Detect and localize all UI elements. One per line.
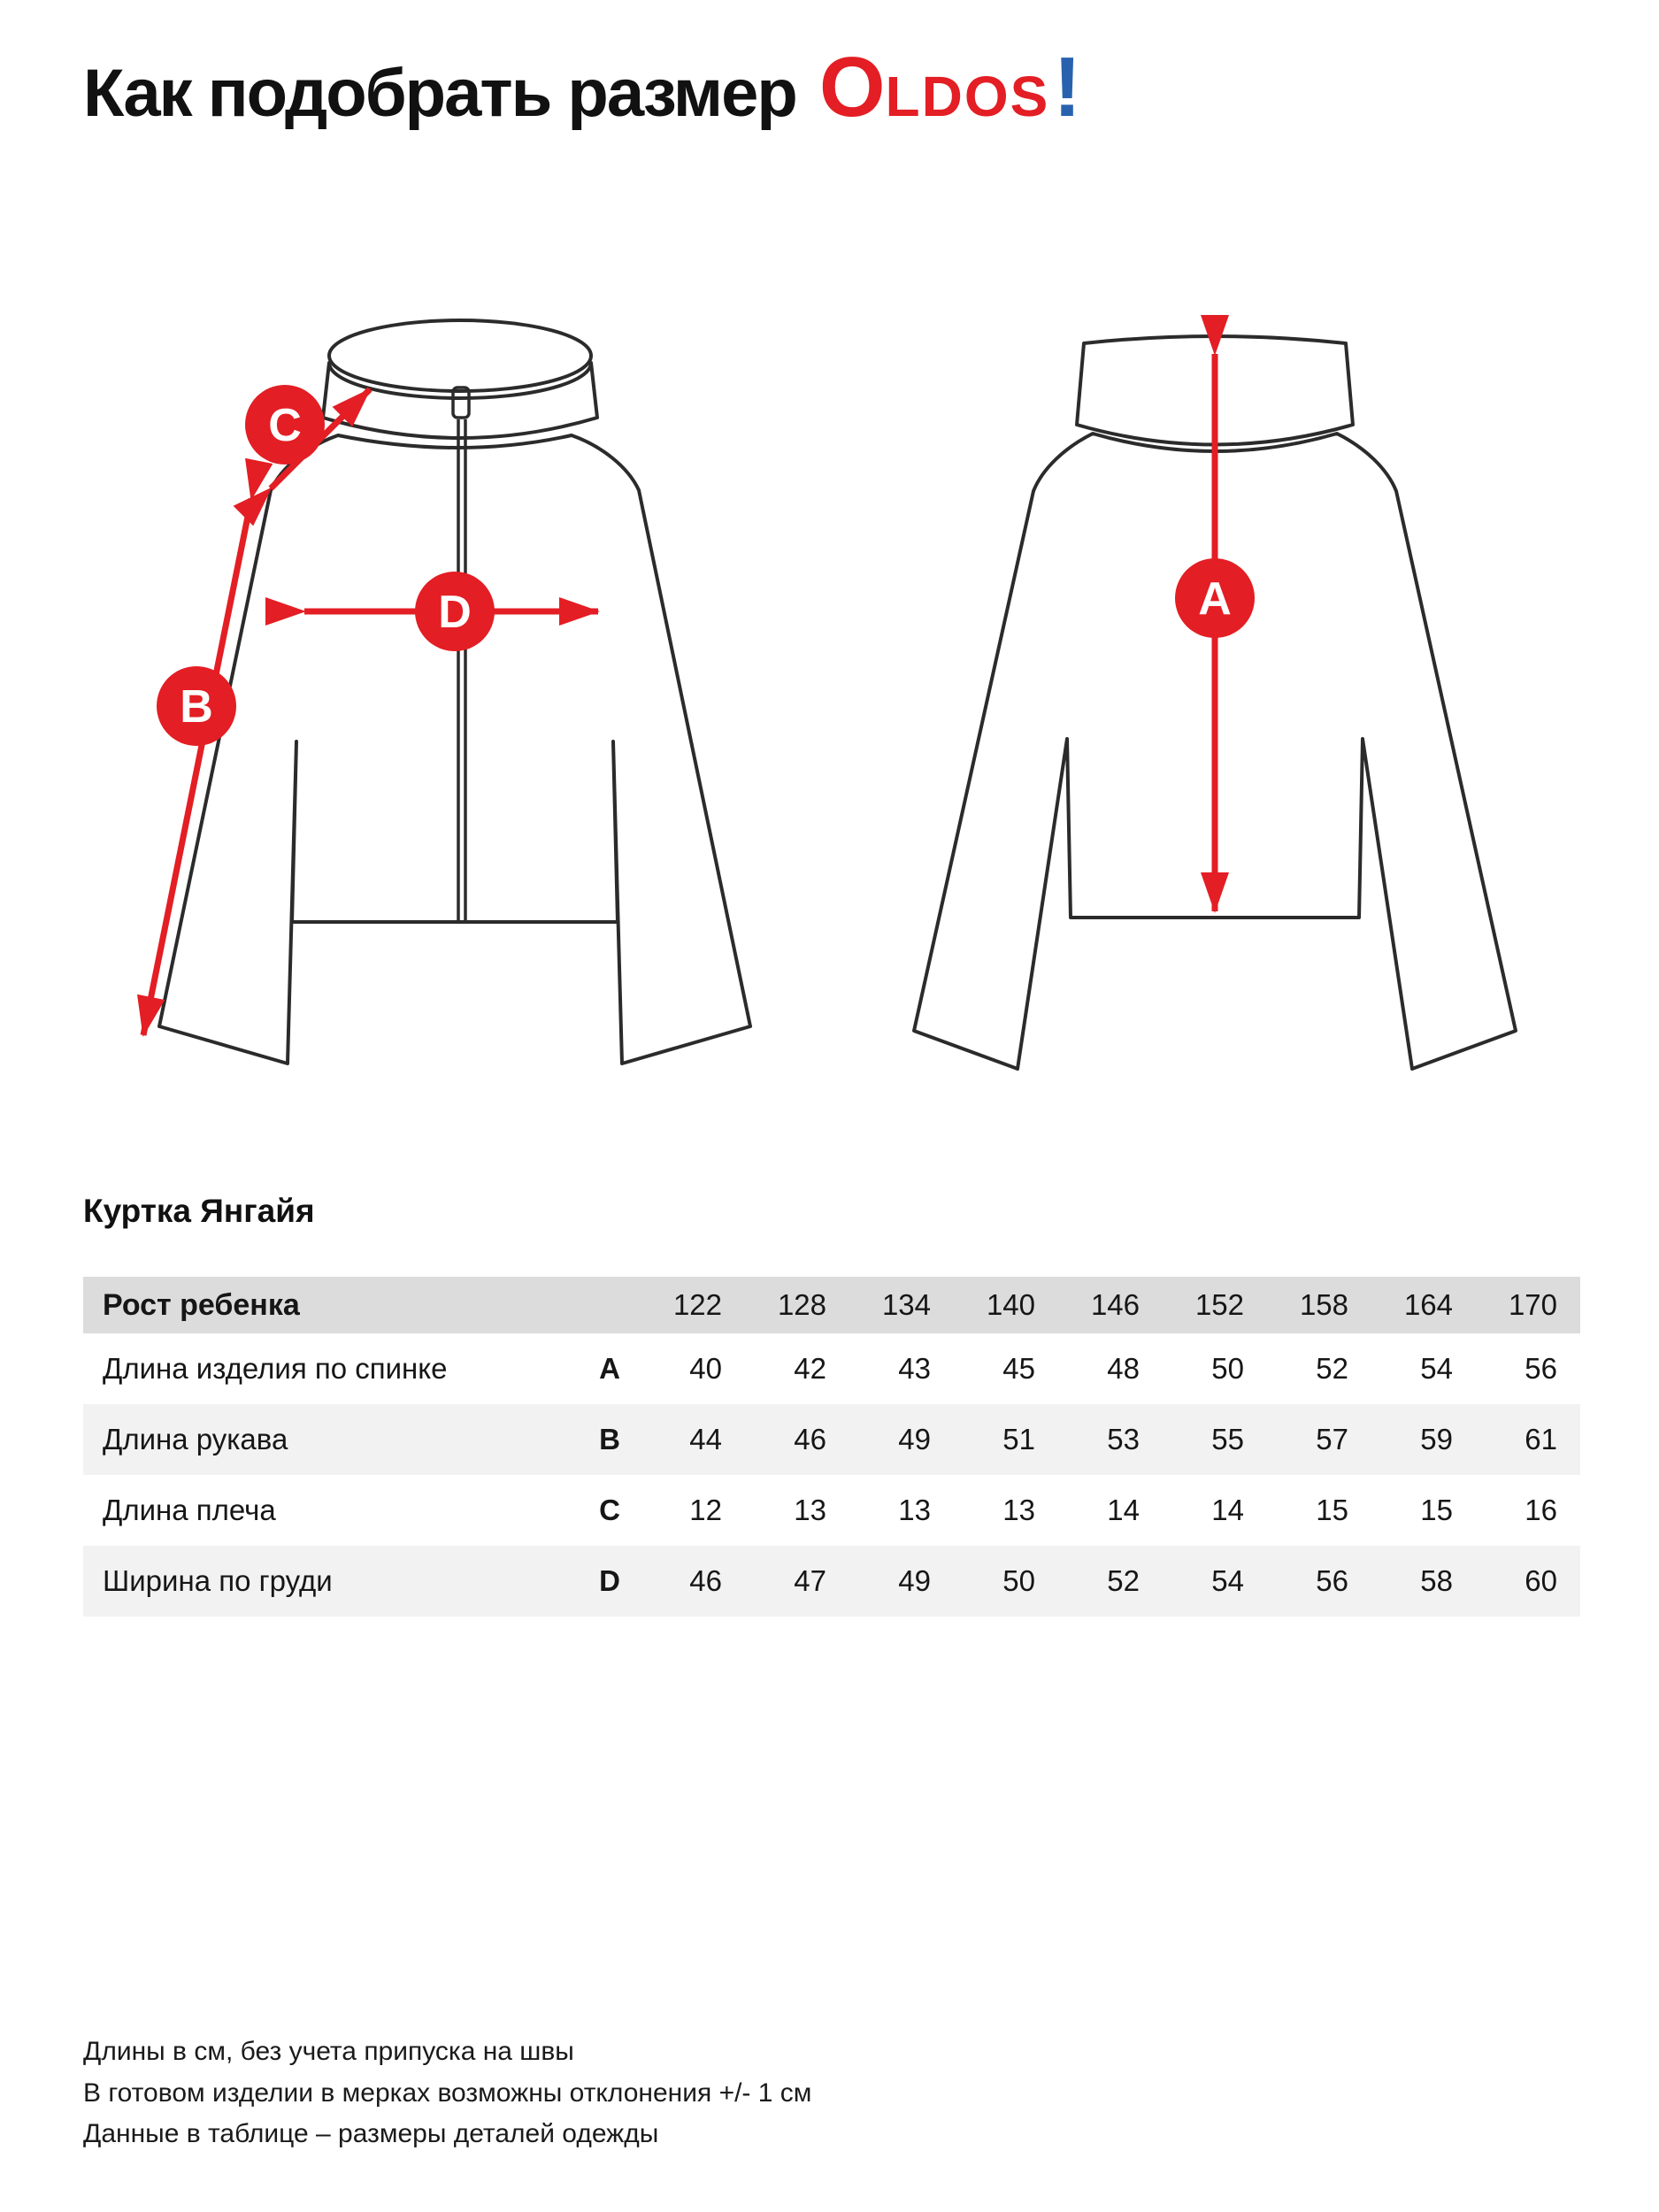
table-header-row xyxy=(83,1277,1580,1333)
table-row xyxy=(83,1333,1580,1404)
footer-note-line: Длины в см, без учета припуска на швы xyxy=(83,2037,574,2066)
measure-c-letter: C xyxy=(268,400,302,451)
size-table-wrap xyxy=(83,1277,1580,1617)
row-value: 57 xyxy=(1316,1423,1348,1455)
row-value: 61 xyxy=(1525,1423,1557,1455)
jacket-front-diagram xyxy=(108,301,798,1097)
table-row xyxy=(83,1404,1580,1475)
logo-exclamation: ! xyxy=(1053,40,1082,134)
row-value: 52 xyxy=(1316,1352,1348,1385)
row-value: 15 xyxy=(1420,1494,1453,1526)
row-value: 52 xyxy=(1107,1564,1140,1597)
row-value: 54 xyxy=(1211,1564,1244,1597)
row-value: 16 xyxy=(1525,1494,1557,1526)
product-name: Куртка Янгайя xyxy=(83,1193,315,1229)
row-value: 14 xyxy=(1211,1494,1244,1526)
row-letter: C xyxy=(599,1494,620,1526)
header-size: 158 xyxy=(1299,1288,1348,1321)
row-value: 50 xyxy=(1002,1564,1035,1597)
row-value: 44 xyxy=(689,1423,722,1455)
row-label: Длина рукава xyxy=(103,1423,288,1455)
row-label: Ширина по груди xyxy=(103,1564,333,1597)
page-title: Как подобрать размер xyxy=(83,56,796,131)
row-value: 12 xyxy=(689,1494,722,1526)
footer-note-line: В готовом изделии в мерках возможны отклонения +/- 1 см xyxy=(83,2078,812,2108)
front-collar-opening xyxy=(329,320,591,391)
row-value: 46 xyxy=(794,1423,826,1455)
row-label: Длина изделия по спинке xyxy=(103,1352,448,1385)
row-letter: D xyxy=(599,1564,620,1597)
row-value: 45 xyxy=(1002,1352,1035,1385)
logo-letters-ldos: LDOS xyxy=(885,65,1050,128)
row-value: 58 xyxy=(1420,1564,1453,1597)
row-value: 50 xyxy=(1211,1352,1244,1385)
header-size: 164 xyxy=(1403,1288,1453,1321)
row-value: 42 xyxy=(794,1352,826,1385)
row-value: 49 xyxy=(898,1423,931,1455)
row-value: 40 xyxy=(689,1352,722,1385)
header-size: 170 xyxy=(1508,1288,1557,1321)
header-size: 146 xyxy=(1090,1288,1140,1321)
row-value: 55 xyxy=(1211,1423,1244,1455)
header-size: 128 xyxy=(777,1288,826,1321)
row-value: 59 xyxy=(1420,1423,1453,1455)
row-value: 49 xyxy=(898,1564,931,1597)
row-value: 47 xyxy=(794,1564,826,1597)
header-size: 134 xyxy=(881,1288,931,1321)
row-value: 48 xyxy=(1107,1352,1140,1385)
row-letter: A xyxy=(599,1352,620,1385)
header-letter-spacer xyxy=(579,1277,641,1333)
row-label: Длина плеча xyxy=(103,1494,276,1526)
header-growth-label: Рост ребенка xyxy=(103,1287,300,1322)
size-table-body xyxy=(83,1333,1580,1617)
measure-b-letter: B xyxy=(180,681,213,733)
row-value: 56 xyxy=(1316,1564,1348,1597)
jacket-back-diagram xyxy=(874,301,1564,1097)
logo-letter-o: O xyxy=(818,40,886,134)
measure-a-letter: A xyxy=(1198,573,1232,625)
header-size: 140 xyxy=(986,1288,1035,1321)
row-value: 60 xyxy=(1525,1564,1557,1597)
footer-note-line: Данные в таблице – размеры деталей одежды xyxy=(83,2119,659,2148)
row-value: 13 xyxy=(794,1494,826,1526)
header-size: 152 xyxy=(1194,1288,1244,1321)
footer-notes xyxy=(83,2032,811,2155)
row-letter: B xyxy=(599,1423,620,1455)
measure-d-letter: D xyxy=(438,587,472,638)
row-value: 13 xyxy=(898,1494,931,1526)
header-size: 122 xyxy=(672,1288,722,1321)
row-value: 13 xyxy=(1002,1494,1035,1526)
row-value: 15 xyxy=(1316,1494,1348,1526)
row-value: 43 xyxy=(898,1352,931,1385)
row-value: 14 xyxy=(1107,1494,1140,1526)
row-value: 51 xyxy=(1002,1423,1035,1455)
table-row xyxy=(83,1546,1580,1617)
row-value: 54 xyxy=(1420,1352,1453,1385)
row-value: 56 xyxy=(1525,1352,1557,1385)
row-value: 53 xyxy=(1107,1423,1140,1455)
table-row xyxy=(83,1475,1580,1546)
size-table xyxy=(83,1277,1580,1617)
row-value: 46 xyxy=(689,1564,722,1597)
